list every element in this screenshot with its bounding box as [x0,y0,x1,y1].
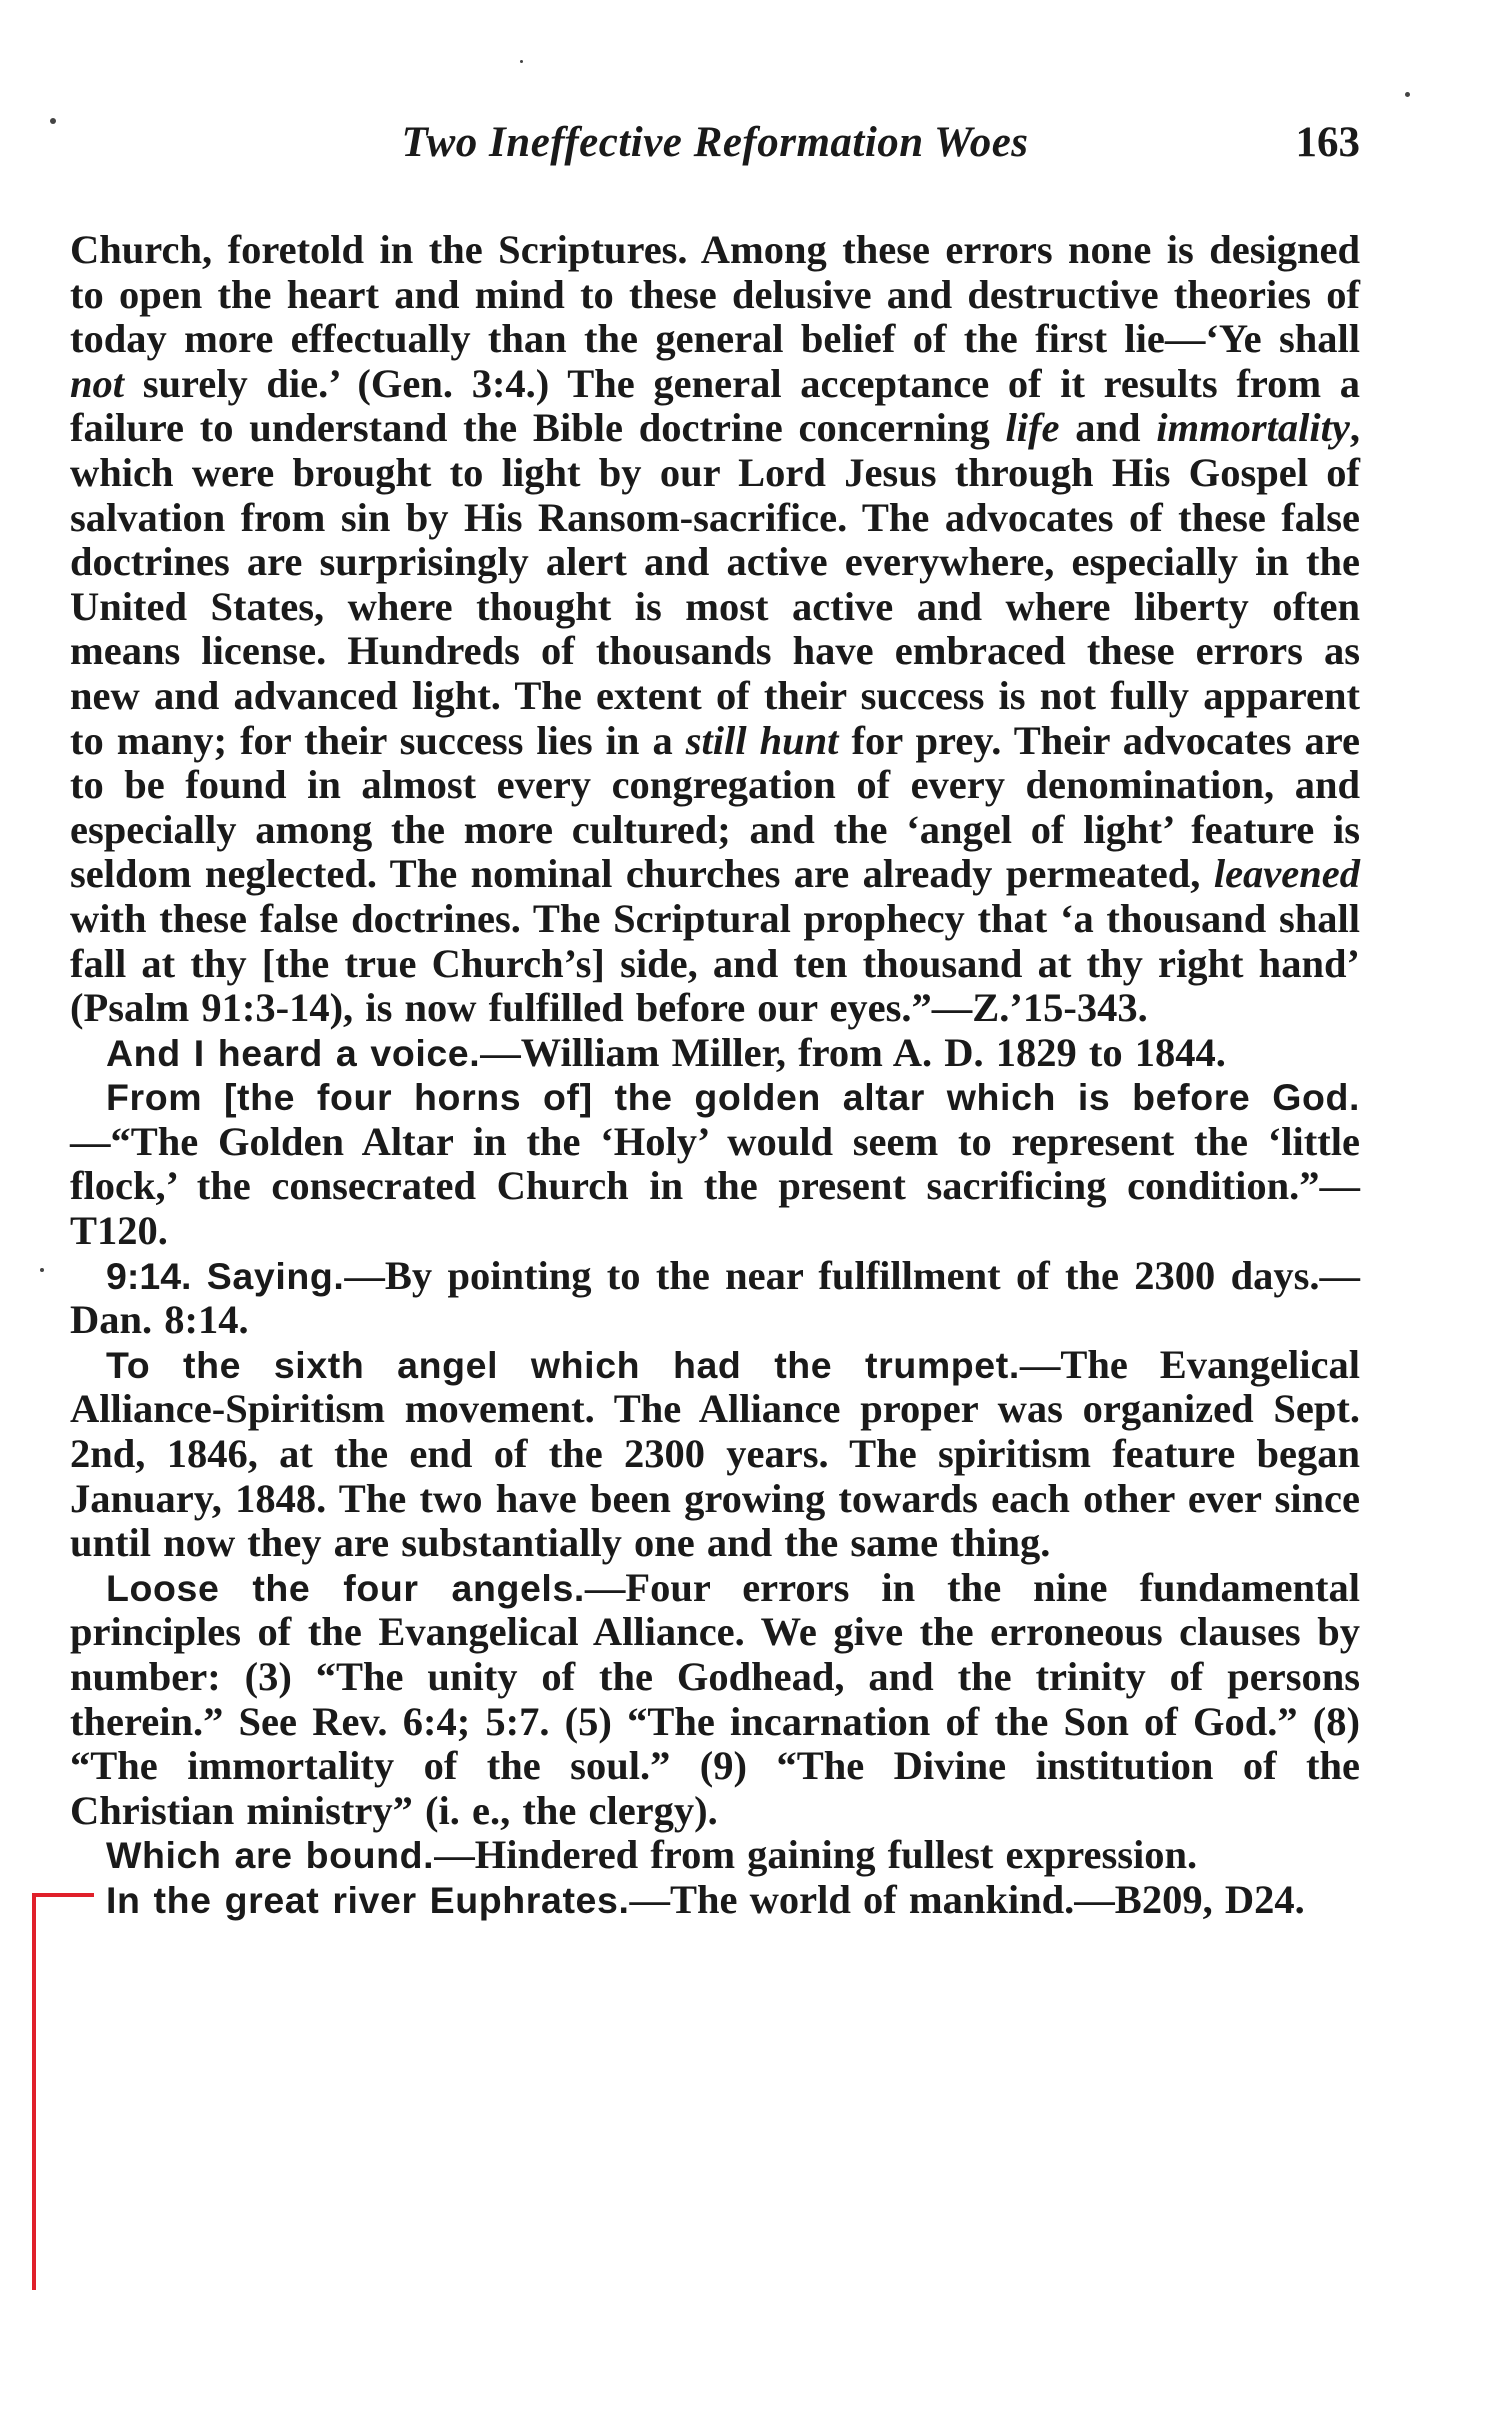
entry-text: —Four errors in the nine fundamental principles of the Evangelical Alliance. We give the erroneous clauses by number: (3) “The unity of the Godhead, and the trinity of persons therein.” See Rev. 6:4; 5:7. (5) “The incarnation of the Son of God.” (8) “The immortality of the soul.” (9) “The Divine institution of the Christian ministry” (i. e., the clergy). [70,1564,1361,1833]
entry-paragraph [70,1254,1360,1343]
entry-term: In the great river Euphrates. [106,1878,630,1921]
entry-term: And I heard a voice. [106,1031,481,1074]
intro-text: Church, foretold in the Scriptures. Among these errors none is designed to open the heart and mind to these delusive and destructive theories of today more effectually than the general belief of the first lie—‘Ye shall [70,227,1360,362]
entry-text: —By pointing to the near fulfillment of the 2300 days.—Dan. 8:14. [70,1252,1360,1343]
body-text [70,228,1360,1923]
running-title: Two Ineffective Reformation Woes [401,119,1029,166]
entry-term: Saying. [206,1254,345,1297]
intro-emphasis: leavened [1213,851,1360,897]
intro-paragraph [70,228,1360,1031]
intro-text: for prey. Their advocates are to be found in almost every congregation of every denomination, and especially among the more cultured; and the ‘angel of light’ feature is seldom neglected. The nominal churches are already permeated, [70,717,1360,897]
entry-text: —William Miller, from A. D. 1829 to 1844. [480,1029,1226,1075]
entry-paragraph [70,1833,1360,1878]
intro-text: surely die.’ (Gen. 3:4.) The general acceptance of it results from a failure to understand the Bible doctrine concerning [70,360,1360,451]
entry-paragraph [70,1566,1360,1834]
page-header [70,118,1360,178]
verse-number: 9:14. [106,1254,192,1297]
scan-speck [1405,92,1410,97]
intro-emphasis: life [1005,405,1060,451]
scan-speck [40,1268,44,1272]
entry-paragraph [70,1075,1360,1253]
entry-text: —“The Golden Altar in the ‘Holy’ would seem to represent the ‘little flock,’ the consecrated Church in the present sacrificing condition.”—T120. [70,1118,1360,1254]
intro-emphasis: not [70,360,125,406]
scan-speck [50,118,56,124]
entry-term: From [the four horns of] the golden altar which is before God. [106,1076,1360,1119]
scan-speck [520,60,523,63]
intro-text: , which were brought to light by our Lord Jesus through His Gospel of salvation from sin by His Ransom-sacrifice. The advocates of these false doctrines are surprisingly alert and active everywhere, especially in the United States, where thought is most active and where liberty often means license. Hundreds of thousands have embraced these errors as new and advanced light. The extent of their success is not fully apparent to many; for their success lies in a [70,405,1360,763]
intro-text: and [1059,405,1157,451]
entry-text: —Hindered from gaining fullest expression. [434,1832,1198,1878]
intro-emphasis: immortality [1156,405,1350,451]
entry-term: Loose the four angels. [106,1566,585,1609]
entry-term: To the sixth angel which had the trumpet. [106,1343,1020,1386]
entry-paragraph [70,1343,1360,1566]
entry-paragraph [70,1031,1360,1076]
intro-emphasis: still hunt [685,717,839,763]
entry-paragraph [70,1878,1360,1923]
margin-bracket-mark [32,1893,94,2290]
intro-text: with these false doctrines. The Scriptural prophecy that ‘a thousand shall fall at thy [the true Church’s] side, and ten thousand at thy right hand’ (Psalm 91:3-14), is now fulfilled before our eyes.”—Z.’15-343. [70,895,1360,1031]
page-number: 163 [1295,119,1360,166]
entry-term: Which are bound. [106,1834,435,1877]
entry-text: —The world of mankind.—B209, D24. [629,1876,1305,1922]
entry-text: —The Evangelical Alliance-Spiritism movement. The Alliance proper was organized Sept. 2nd, 1846, at the end of the 2300 years. The spiritism feature began January, 1848. The two have been growing towards each other ever since until now they are substantially one and the same thing. [70,1341,1360,1566]
